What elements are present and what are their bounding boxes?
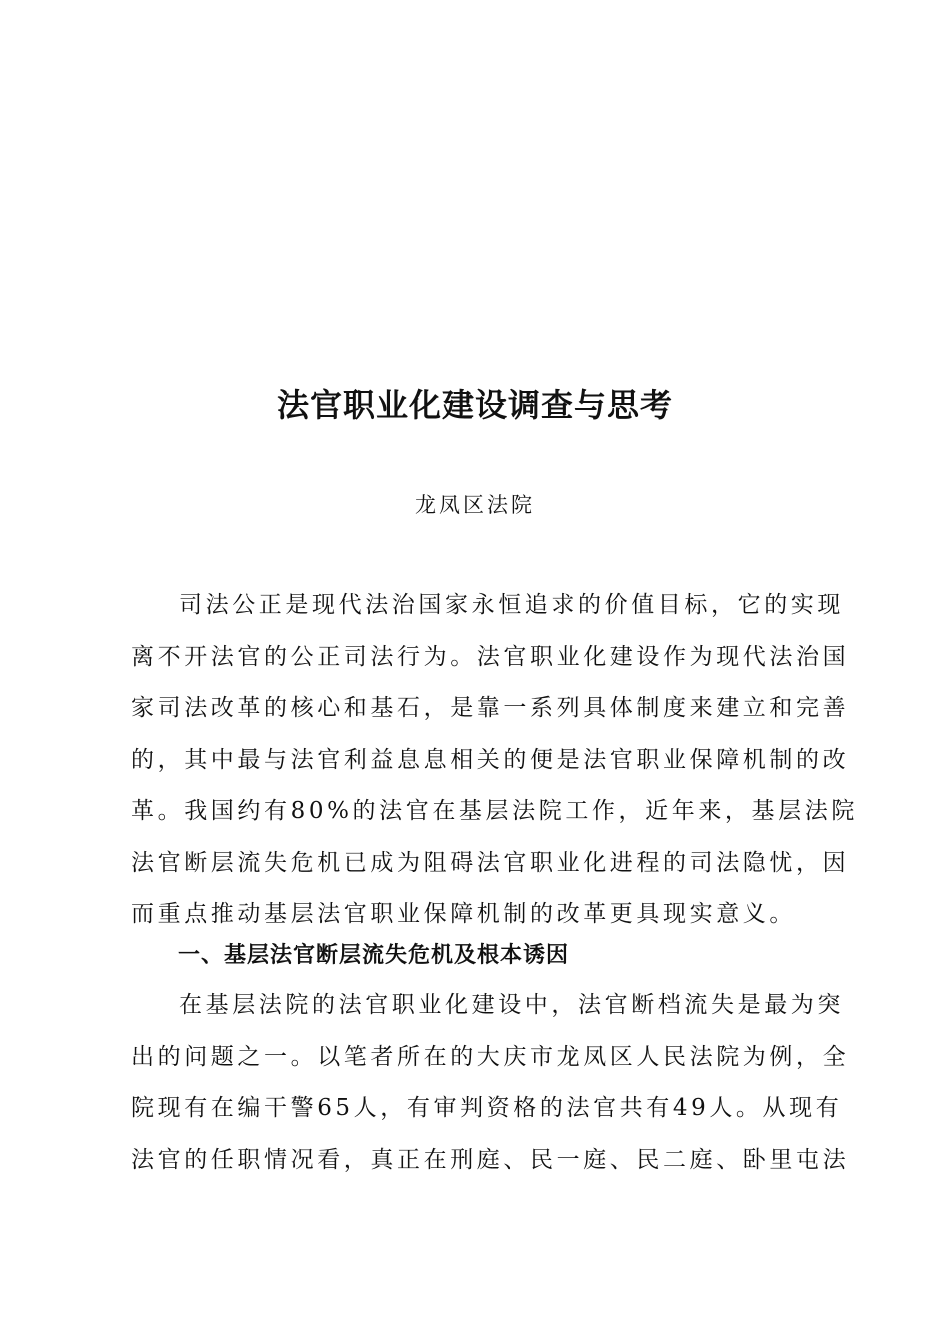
- paragraph-line: 法官的任职情况看，真正在刑庭、民一庭、民二庭、卧里屯法: [131, 1146, 850, 1173]
- paragraph-line: 离不开法官的公正司法行为。法官职业化建设作为现代法治国: [131, 643, 850, 670]
- paragraph-intro: [131, 580, 858, 941]
- document-author: 龙凤区法院: [415, 493, 535, 517]
- document-title: 法官职业化建设调查与思考: [276, 386, 673, 424]
- paragraph-section1: [131, 980, 850, 1186]
- paragraph-line: 院现有在编干警65人，有审判资格的法官共有49人。从现有: [131, 1095, 843, 1121]
- paragraph-line: 家司法改革的核心和基石，是靠一系列具体制度来建立和完善: [131, 695, 850, 721]
- paragraph-line: 革。我国约有80%的法官在基层法院工作，近年来，基层法院: [131, 798, 858, 824]
- paragraph-line: 司法公正是现代法治国家永恒追求的价值目标，它的实现: [179, 592, 844, 618]
- paragraph-line: 在基层法院的法官职业化建设中，法官断档流失是最为突: [179, 992, 844, 1018]
- paragraph-line: 法官断层流失危机已成为阻碍法官职业化进程的司法隐忧，因: [131, 849, 850, 876]
- paragraph-line: 而重点推动基层法官职业保障机制的改革更具现实意义。: [131, 901, 796, 927]
- section-heading: 一、基层法官断层流失危机及根本诱因: [178, 943, 570, 968]
- paragraph-line: 的，其中最与法官利益息息相关的便是法官职业保障机制的改: [131, 746, 850, 773]
- paragraph-line: 出的问题之一。以笔者所在的大庆市龙凤区人民法院为例，全: [131, 1043, 850, 1070]
